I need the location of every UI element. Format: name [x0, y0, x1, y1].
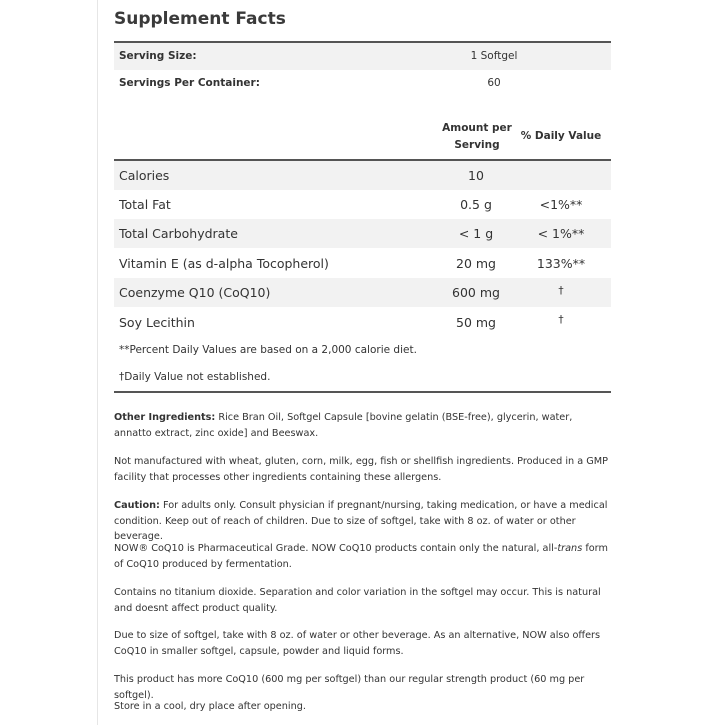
- strength-statement: This product has more CoQ10 (600 mg per softgel) than our regular strength product (60 mg per softgel).: [114, 674, 585, 701]
- nutrient-amount: 10: [468, 168, 484, 183]
- nutrient-row: [114, 248, 611, 278]
- serving-size-row: [114, 43, 611, 70]
- nutrient-row: [114, 307, 611, 337]
- titanium-statement: Contains no titanium dioxide. Separation and color variation in the softgel may occur. This is natural and doesnt affect product quality.: [114, 587, 601, 614]
- nutrient-name: Coenzyme Q10 (CoQ10): [119, 285, 271, 300]
- nutrient-daily-value: < 1%**: [537, 226, 585, 241]
- nutrient-name: Vitamin E (as d-alpha Tocopherol): [119, 256, 329, 271]
- other-ingredients: [114, 410, 611, 441]
- daily-value-header: % Daily Value: [520, 130, 602, 142]
- servings-per-container-label: Servings Per Container:: [119, 77, 260, 89]
- storage-statement: Store in a cool, dry place after opening.: [114, 701, 306, 712]
- left-border: [97, 0, 98, 725]
- caution-text: For adults only. Consult physician if pregnant/nursing, taking medication, or have a medical condition. Keep out of reach of children. Due to size of softgel, take with 8 oz. of water or other beverage.: [114, 500, 608, 542]
- nutrient-name: Soy Lecithin: [119, 315, 195, 330]
- nutrient-row: [114, 278, 611, 307]
- nutrient-name: Total Carbohydrate: [119, 226, 238, 241]
- nutrient-amount: 0.5 g: [460, 197, 492, 212]
- allergen-statement: Not manufactured with wheat, gluten, corn, milk, egg, fish or shellfish ingredients. Produced in a GMP facility that processes other ingredients containing these allergens.: [114, 456, 608, 483]
- panel-title: Supplement Facts: [114, 9, 286, 29]
- nutrient-amount: < 1 g: [458, 226, 494, 241]
- coq10-grade-italic: trans: [557, 543, 583, 554]
- servings-per-container-value: 60: [487, 77, 501, 89]
- nutrient-row: [114, 219, 611, 248]
- nutrient-amount: 50 mg: [456, 315, 496, 330]
- serving-size-label: Serving Size:: [119, 50, 197, 62]
- coq10-grade-text-2: form of CoQ10 produced by fermentation.: [114, 543, 608, 570]
- nutrient-amount: 600 mg: [452, 285, 500, 300]
- amount-per-serving-header: Amount per Serving: [442, 122, 512, 151]
- serving-size-value: 1 Softgel: [470, 50, 518, 62]
- alternative-forms-statement: Due to size of softgel, take with 8 oz. of water or other beverage. As an alternative, NOW also offers CoQ10 in smaller softgel, capsule, powder and liquid forms.: [114, 630, 601, 657]
- nutrient-daily-value: <1%**: [539, 197, 583, 212]
- coq10-grade-statement: [114, 541, 611, 572]
- caution-label: Caution:: [114, 500, 160, 511]
- other-ingredients-label: Other Ingredients:: [114, 412, 216, 423]
- nutrient-daily-value: †: [558, 285, 564, 297]
- nutrient-row: [114, 190, 611, 219]
- nutrient-name: Calories: [119, 168, 170, 183]
- nutrient-daily-value: †: [558, 314, 564, 326]
- daily-value-not-established-footnote: †Daily Value not established.: [119, 371, 271, 383]
- bottom-rule: [114, 391, 611, 393]
- nutrient-name: Total Fat: [119, 197, 171, 212]
- nutrient-amount: 20 mg: [456, 256, 496, 271]
- other-ingredients-text: Rice Bran Oil, Softgel Capsule [bovine gelatin (BSE-free), glycerin, water, annatto extract, zinc oxide] and Beeswax.: [114, 412, 573, 439]
- caution-statement: [114, 498, 611, 545]
- nutrient-daily-value: 133%**: [536, 256, 586, 271]
- nutrient-row: [114, 161, 611, 190]
- coq10-grade-text-1: NOW® CoQ10 is Pharmaceutical Grade. NOW CoQ10 products contain only the natural, all-: [114, 543, 558, 554]
- percent-daily-value-footnote: **Percent Daily Values are based on a 2,000 calorie diet.: [119, 344, 417, 356]
- servings-per-container-row: [114, 70, 611, 97]
